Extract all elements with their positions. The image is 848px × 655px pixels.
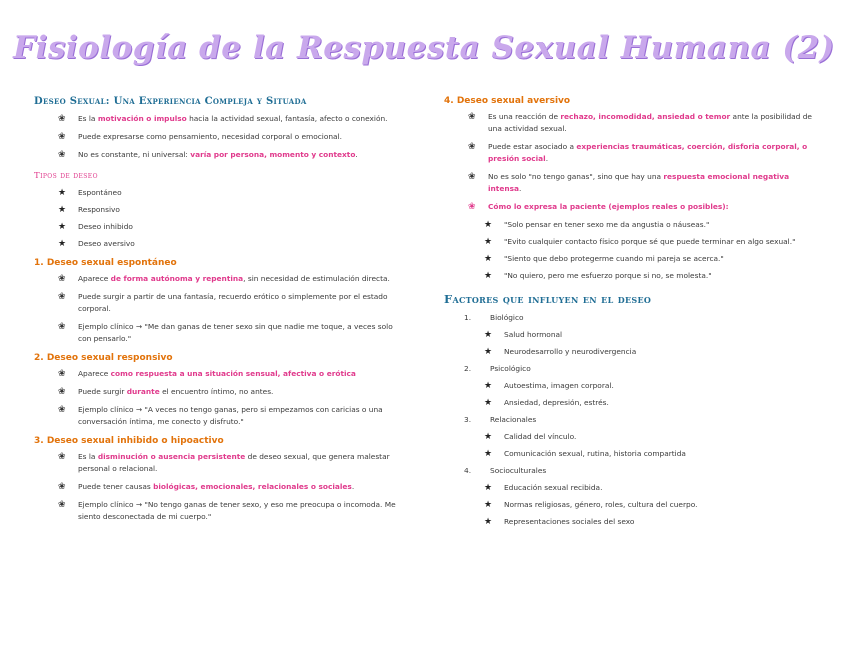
intro-list (34, 113, 406, 161)
list-item: ❀ No es solo "no tengo ganas", sino que hay una respuesta emocional negativa intensa. (444, 171, 816, 195)
list-item: ❀ Es la motivación o impulso hacia la actividad sexual, fantasía, afecto o conexión. (34, 113, 406, 125)
list-item: ❀ Ejemplo clínico → "A veces no tengo ganas, pero si empezamos con caricias o una conversación íntima, me conecto y disfruto." (34, 404, 406, 428)
list-item: ★ Espontáneo (34, 187, 406, 199)
list-item: ❀ Puede tener causas biológicas, emocionales, relacionales o sociales. (34, 481, 406, 493)
heading-espontaneo: 1. Deseo sexual espontáneo (34, 258, 177, 268)
list-item: ❀ Aparece como respuesta a una situación sensual, afectiva o erótica (34, 368, 406, 380)
list-item: ★ Calidad del vínculo. (444, 431, 816, 443)
list-item: ★ Normas religiosas, género, roles, cultura del cuerpo. (444, 499, 816, 511)
list-item: ★ Comunicación sexual, rutina, historia compartida (444, 448, 816, 460)
left-column (34, 96, 406, 529)
heading-aversivo: 4. Deseo sexual aversivo (444, 96, 571, 106)
list-item: ★ Deseo aversivo (34, 238, 406, 250)
list-item: 1. Biológico (464, 313, 524, 322)
page-title: Fisiología de la Respuesta Sexual Humana (2) (13, 30, 835, 66)
list-item: ★ "Evito cualquier contacto físico porque sé que puede terminar en algo sexual." (444, 236, 816, 248)
types-heading: Tipos de deseo (34, 171, 98, 181)
heading-inhibido: 3. Deseo sexual inhibido o hipoactivo (34, 436, 224, 446)
list-item: ❀ Es la disminución o ausencia persistente de deseo sexual, que genera malestar personal o relacional. (34, 451, 406, 475)
section-heading-deseo-sexual: Deseo Sexual: Una Experiencia Compleja y Situada (34, 96, 307, 107)
list-item: ❀ Aparece de forma autónoma y repentina, sin necesidad de estimulación directa. (34, 273, 406, 285)
list-item: 2. Psicológico (464, 364, 531, 373)
list-item: ★ Educación sexual recibida. (444, 482, 816, 494)
list-item: ❀ Puede expresarse como pensamiento, necesidad corporal o emocional. (34, 131, 406, 143)
responsivo-list (34, 368, 406, 428)
list-item: ★ Autoestima, imagen corporal. (444, 380, 816, 392)
list-item: ❀ Ejemplo clínico → "No tengo ganas de tener sexo, y eso me preocupa o incomoda. Me siento desconectada de mi cuerpo." (34, 499, 406, 523)
list-item: ★ Deseo inhibido (34, 221, 406, 233)
list-item: ❀ No es constante, ni universal: varía por persona, momento y contexto. (34, 149, 406, 161)
right-column (444, 96, 816, 533)
examples-list (444, 219, 816, 282)
heading-responsivo: 2. Deseo sexual responsivo (34, 353, 173, 363)
list-item: ★ Responsivo (34, 204, 406, 216)
list-item: ❀ Cómo lo expresa la paciente (ejemplos reales o posibles): (444, 201, 816, 213)
list-item: ★ Neurodesarrollo y neurodivergencia (444, 346, 816, 358)
list-item: ❀ Puede surgir a partir de una fantasía, recuerdo erótico o simplemente por el estado corporal. (34, 291, 406, 315)
list-item: ★ "Siento que debo protegerme cuando mi pareja se acerca." (444, 253, 816, 265)
list-item: 4. Socioculturales (464, 466, 547, 475)
list-item: ❀ Ejemplo clínico → "Me dan ganas de tener sexo sin que nadie me toque, a veces solo con pensarlo." (34, 321, 406, 345)
inhibido-list (34, 451, 406, 523)
list-item: ❀ Puede estar asociado a experiencias traumáticas, coerción, disforia corporal, o presión social. (444, 141, 816, 165)
list-item: ★ Salud hormonal (444, 329, 816, 341)
types-list (34, 187, 406, 250)
espontaneo-list (34, 273, 406, 345)
list-item: 3. Relacionales (464, 415, 537, 424)
list-item: ★ Representaciones sociales del sexo (444, 516, 816, 528)
factors-list (444, 312, 816, 528)
list-item: ★ Ansiedad, depresión, estrés. (444, 397, 816, 409)
list-item: ★ "No quiero, pero me esfuerzo porque si no, se molesta." (444, 270, 816, 282)
factors-heading: Factores que influyen en el deseo (444, 292, 652, 306)
list-item: ❀ Puede surgir durante el encuentro íntimo, no antes. (34, 386, 406, 398)
aversivo-list (444, 111, 816, 213)
list-item: ❀ Es una reacción de rechazo, incomodidad, ansiedad o temor ante la posibilidad de una actividad sexual. (444, 111, 816, 135)
list-item: ★ "Solo pensar en tener sexo me da angustia o náuseas." (444, 219, 816, 231)
